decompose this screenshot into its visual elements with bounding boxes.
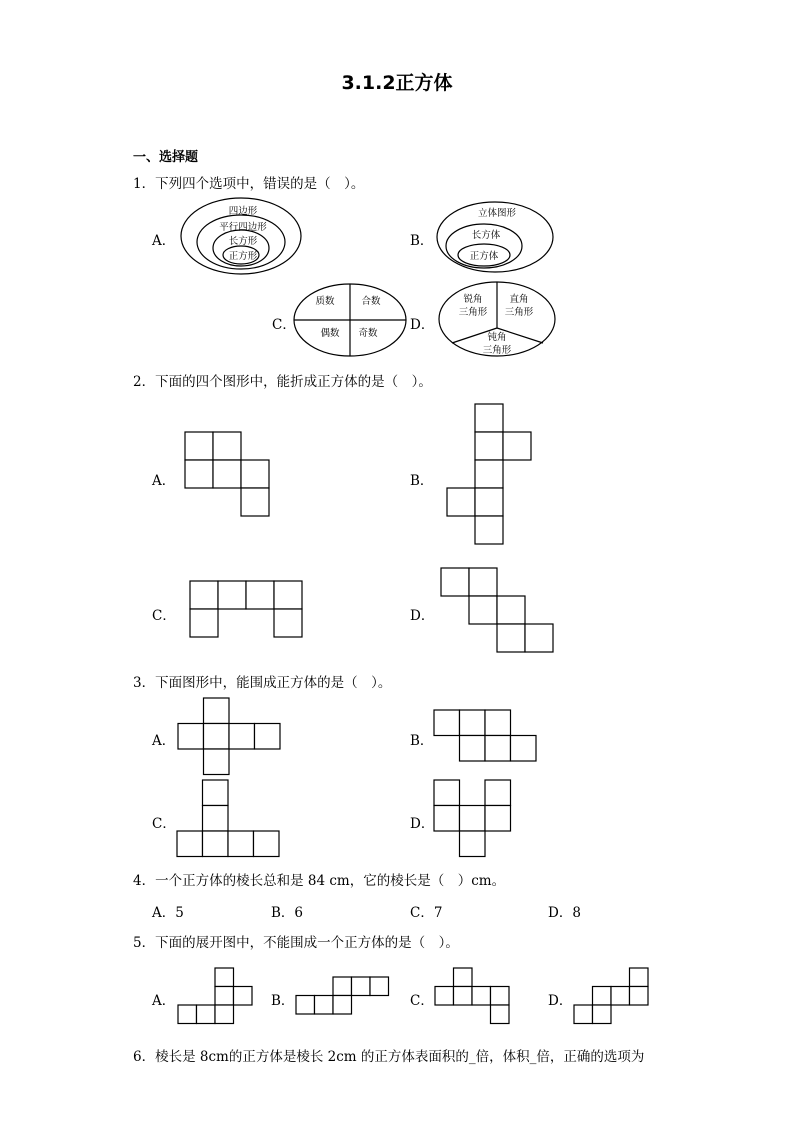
q1d-text-1: 锐角	[463, 294, 483, 305]
q3d-net	[434, 780, 511, 857]
question-4-stem: 4．一个正方体的棱长总和是 84 cm，它的棱长是（ ）cm。	[133, 873, 506, 889]
q5c-net-square-2	[435, 987, 454, 1006]
q1d-text-2: 三角形	[458, 307, 488, 318]
question-6-stem: 6．棱长是 8cm的正方体是棱长 2cm 的正方体表面积的_倍，体积_倍，正确的选项为	[133, 1049, 645, 1065]
q1a-text-3: 长方形	[228, 236, 258, 247]
q5a-net-square-1	[215, 968, 234, 987]
question-1-stem: 1．下列四个选项中，错误的是（ ）。	[133, 176, 365, 192]
q5b-net-square-5	[315, 996, 334, 1015]
q3d-net-square-3	[434, 806, 460, 832]
q3d-net-square-1	[434, 780, 460, 806]
q3d-net-square-2	[485, 780, 511, 806]
q3a-net-square-4	[229, 724, 255, 750]
q2b-net-square-5	[447, 488, 475, 516]
question-3-stem: 3．下面图形中，能围成正方体的是（ ）。	[133, 675, 392, 691]
q2-option-c-label: C．	[152, 608, 176, 624]
q4-option-c: C．7	[410, 905, 443, 921]
q5c-net-square-3	[454, 987, 473, 1006]
q1d-text-5: 钝角	[487, 332, 507, 343]
q2a-net-square-4	[213, 460, 241, 488]
q2d-net-square-5	[497, 624, 525, 652]
question-5-stem: 5．下面的展开图中，不能围成一个正方体的是（ ）。	[133, 935, 459, 951]
q5b-net-square-6	[333, 996, 352, 1015]
q1a-text-2: 平行四边形	[219, 222, 267, 233]
q1c-text-3: 偶数	[320, 328, 340, 339]
q3a-net-square-5	[255, 724, 281, 750]
q3d-net-square-5	[485, 806, 511, 832]
q3c-net-square-4	[203, 831, 229, 857]
q3a-net-square-6	[204, 749, 230, 775]
q3c-net	[177, 780, 279, 857]
q2d-net-square-1	[441, 568, 469, 596]
q3-option-a-label: A．	[152, 733, 176, 749]
q3a-net-square-3	[204, 724, 230, 750]
q3c-net-square-5	[228, 831, 254, 857]
q2a-net	[185, 432, 269, 516]
q5c-net	[435, 968, 509, 1024]
q1-option-b-label: B．	[410, 233, 434, 249]
q1c-text-4: 奇数	[358, 328, 378, 339]
q5c-net-square-1	[454, 968, 473, 987]
q5-option-c-label: C．	[410, 993, 434, 1009]
q5b-net-square-2	[352, 977, 371, 996]
q2c-net-square-6	[274, 609, 302, 637]
q2-option-b-label: B．	[410, 473, 434, 489]
q5a-net-square-5	[197, 1005, 216, 1024]
q4-option-d: D．8	[548, 905, 581, 921]
q5a-net-square-2	[215, 987, 234, 1006]
q1d-text-6: 三角形	[482, 345, 512, 356]
q3c-net-square-1	[203, 780, 229, 806]
q3a-net-square-2	[178, 724, 204, 750]
q2-option-d-label: D．	[410, 608, 435, 624]
q5d-net-square-6	[593, 1005, 612, 1024]
q5a-net-square-4	[178, 1005, 197, 1024]
q5-option-a-label: A．	[152, 993, 176, 1009]
q2b-net-square-3	[503, 432, 531, 460]
q2a-net-square-2	[213, 432, 241, 460]
q2d-net-square-4	[497, 596, 525, 624]
q3a-net-square-1	[204, 698, 230, 724]
q2b-net-square-7	[475, 516, 503, 544]
q3-option-d-label: D．	[410, 816, 435, 832]
q3c-net-square-2	[203, 806, 229, 832]
q3c-net-square-3	[177, 831, 203, 857]
q1a-text-1: 四边形	[228, 206, 258, 217]
q2a-net-square-3	[185, 460, 213, 488]
q5b-net	[296, 977, 389, 1014]
q2a-net-square-5	[241, 460, 269, 488]
q5a-net-square-6	[215, 1005, 234, 1024]
q1c-text-2: 合数	[361, 296, 381, 307]
q5-option-d-label: D．	[548, 993, 573, 1009]
q1b-text-1: 立体图形	[477, 208, 517, 219]
q3b-net-square-2	[460, 710, 486, 736]
q1c-text-1: 质数	[315, 296, 335, 307]
q2c-net-square-1	[190, 581, 218, 609]
q5d-net-square-4	[630, 987, 649, 1006]
q1b-text-3: 正方体	[469, 251, 499, 262]
q1a-text-4: 正方形	[228, 251, 258, 262]
q3b-net-square-5	[485, 736, 511, 762]
q2b-net-square-4	[475, 460, 503, 488]
q1d-text-3: 直角	[509, 294, 529, 305]
q2a-net-square-6	[241, 488, 269, 516]
q5c-net-square-5	[491, 987, 510, 1006]
q2d-net-square-3	[469, 596, 497, 624]
page-title: 3.1.2正方体	[341, 72, 453, 94]
q2d-net	[441, 568, 553, 652]
q5b-net-square-1	[333, 977, 352, 996]
q3c-net-square-6	[254, 831, 280, 857]
q5c-net-square-6	[491, 1005, 510, 1024]
q1-option-a-label: A．	[152, 233, 176, 249]
q2c-net-square-5	[190, 609, 218, 637]
q3d-net-square-6	[460, 831, 486, 857]
q3b-net-square-4	[460, 736, 486, 762]
q1d-text-4: 三角形	[504, 307, 534, 318]
section-heading: 一、选择题	[133, 150, 199, 165]
q1-option-c-label: C．	[272, 317, 296, 333]
q5a-net-square-3	[234, 987, 253, 1006]
q5d-net-square-1	[630, 968, 649, 987]
q2a-net-square-1	[185, 432, 213, 460]
q2c-net-square-2	[218, 581, 246, 609]
q3b-net-square-3	[485, 710, 511, 736]
q3-option-b-label: B．	[410, 733, 434, 749]
q2d-net-square-6	[525, 624, 553, 652]
q5d-net-square-5	[574, 1005, 593, 1024]
q2b-net	[447, 404, 531, 544]
q1b-text-2: 长方体	[471, 230, 501, 241]
q5d-net-square-2	[593, 987, 612, 1006]
q3b-net-square-6	[511, 736, 537, 762]
q2c-net-square-3	[246, 581, 274, 609]
q5b-net-square-4	[296, 996, 315, 1015]
q2b-net-square-2	[475, 432, 503, 460]
q5d-net	[574, 968, 648, 1024]
q5c-net-square-4	[472, 987, 491, 1006]
q5-option-b-label: B．	[271, 993, 295, 1009]
q4-option-b: B．6	[271, 905, 304, 921]
q3a-net	[178, 698, 280, 775]
q5b-net-square-3	[370, 977, 389, 996]
q3-option-c-label: C．	[152, 816, 176, 832]
q2b-net-square-6	[475, 488, 503, 516]
q2d-net-square-2	[469, 568, 497, 596]
question-2-stem: 2．下面的四个图形中，能折成正方体的是（ ）。	[133, 374, 432, 390]
q2c-net	[190, 581, 302, 637]
q2b-net-square-1	[475, 404, 503, 432]
q3b-net-square-1	[434, 710, 460, 736]
q5a-net	[178, 968, 252, 1024]
q5d-net-square-3	[611, 987, 630, 1006]
q2-option-a-label: A．	[152, 473, 176, 489]
q3d-net-square-4	[460, 806, 486, 832]
q4-option-a: A．5	[152, 905, 184, 921]
q1-option-d-label: D．	[410, 317, 435, 333]
q2c-net-square-4	[274, 581, 302, 609]
q3b-net	[434, 710, 536, 761]
